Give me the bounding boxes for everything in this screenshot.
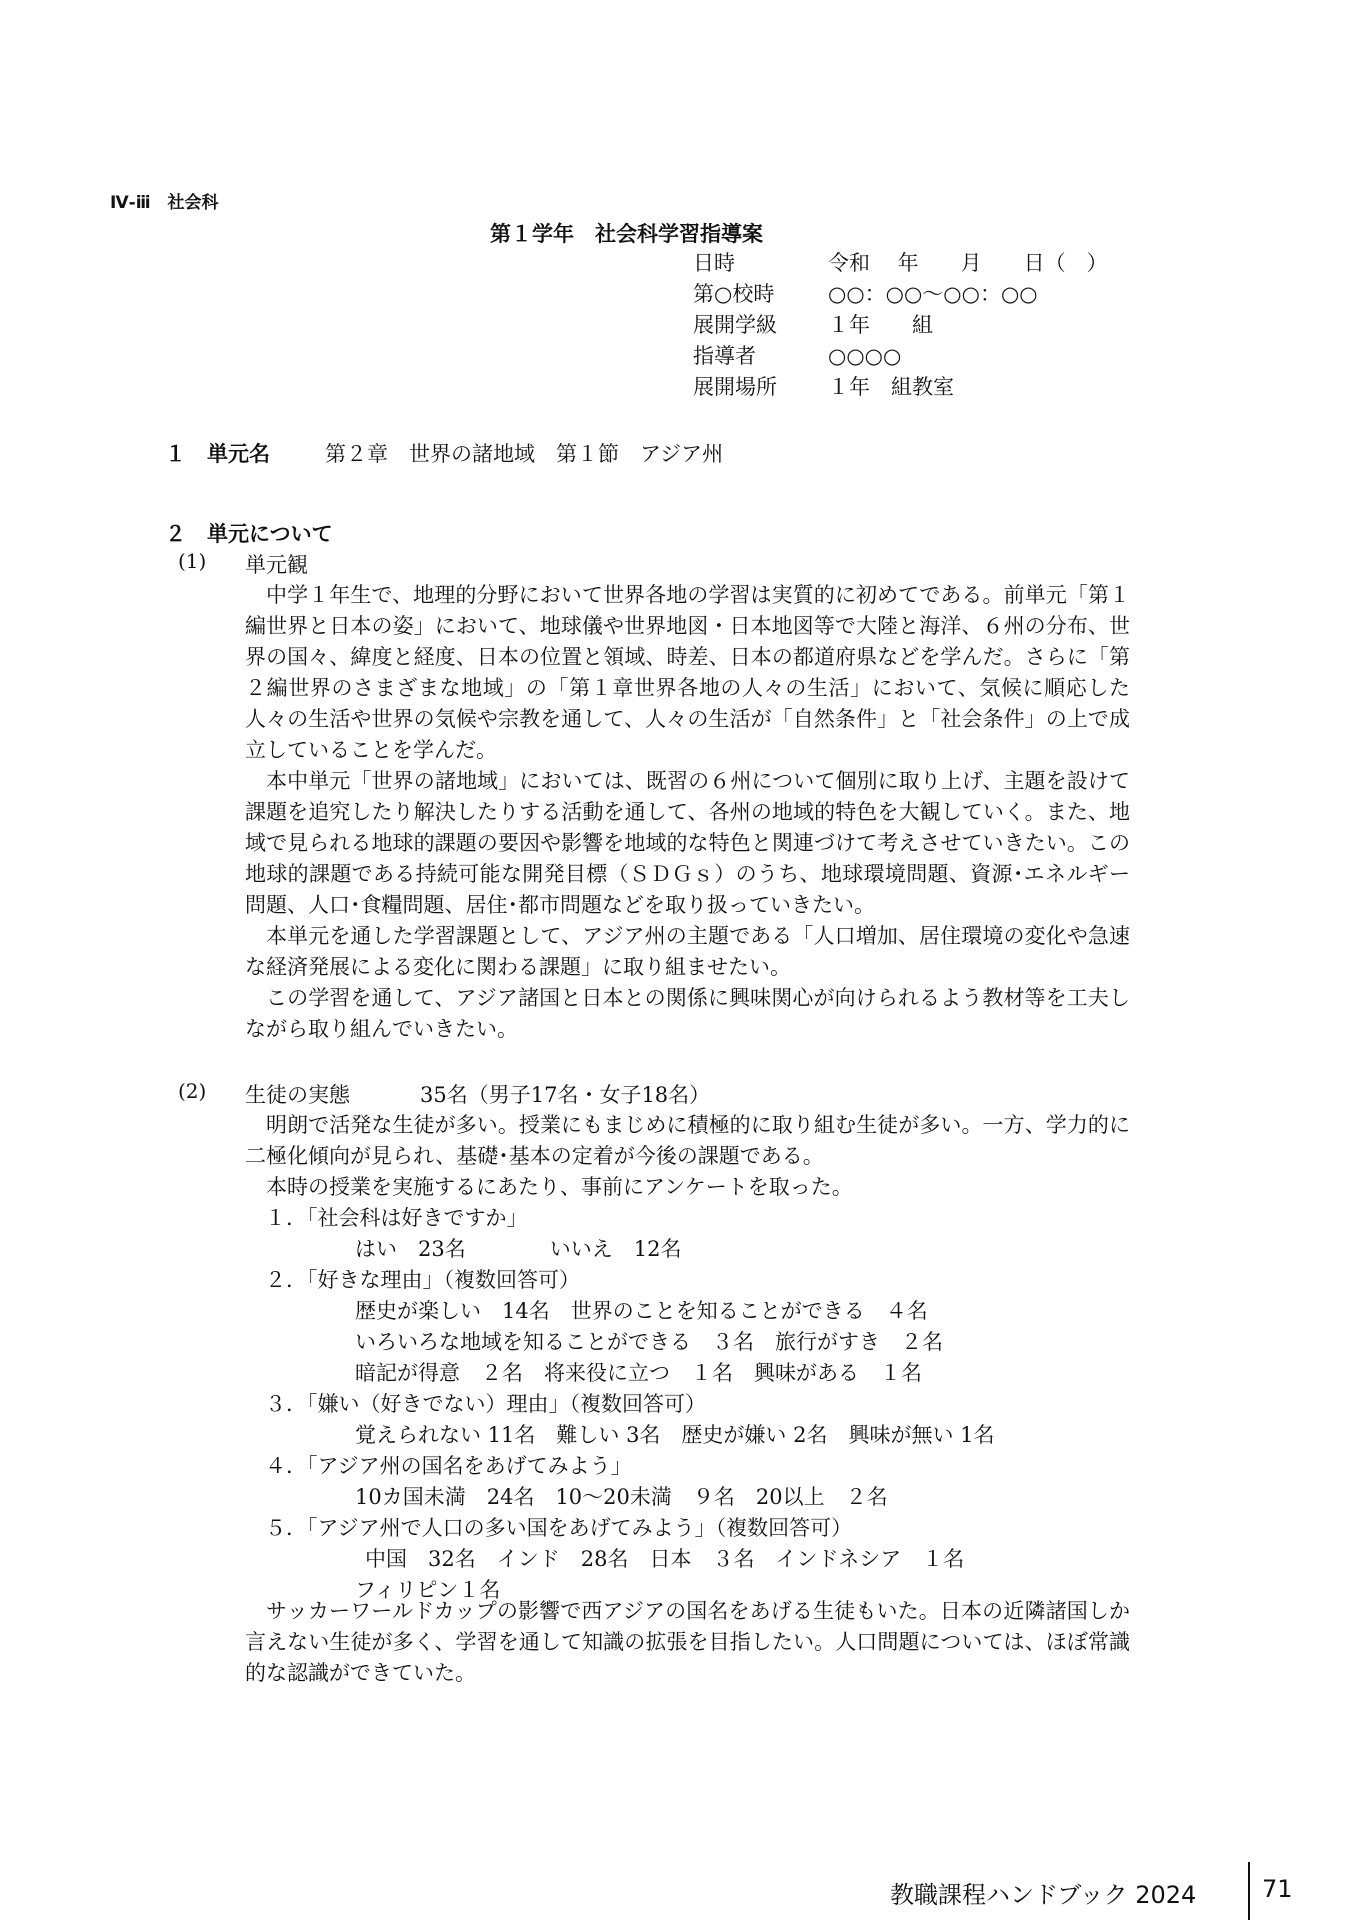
survey-question: ２．「好きな理由」（複数回答可） [265,1268,580,1292]
meta-value: １年 組 [828,313,933,337]
survey-question: ５．「アジア州で人口の多い国をあげてみよう」（複数回答可） [265,1516,853,1540]
survey-answer: 覚えられない 11名 難しい 3名 歴史が嫌い 2名 興味が無い 1名 [355,1423,995,1447]
sub2-label: 生徒の実態 [245,1083,350,1107]
paragraph: この学習を通して、アジア諸国と日本との関係に興味関心が向けられるよう教材等を工夫しながら取り組んでいきたい。 [245,986,1130,1041]
survey-answer: 中国 32名 インド 28名 日本 ３名 インドネシア １名 [365,1547,965,1571]
meta-key: 指導者 [693,344,756,368]
meta-row-teacher [693,341,1113,372]
meta-value: １年 組教室 [828,375,954,399]
paragraph: 明朗で活発な生徒が多い。授業にもまじめに積極的に取り組む生徒が多い。一方、学力的に二極化傾向が見られ、基礎･基本の定着が今後の課題である。 [245,1113,1130,1168]
meta-key: 第○校時 [693,282,775,306]
sub2-number: (2) [178,1079,207,1103]
footer-book-title: 教職課程ハンドブック 2024 [890,1881,1197,1909]
footer-divider [1248,1862,1250,1920]
paragraph: 本単元を通した学習課題として、アジア州の主題である「人口増加、居住環境の変化や急速な経済発展による変化に関わる課題」に取り組ませたい。 [245,924,1130,979]
students-body [245,1110,1130,1606]
section1-heading: １ 単元名 [165,442,270,466]
meta-row-period [693,279,1113,310]
meta-value: ○○○○ [828,344,902,368]
page-number: 71 [1262,1875,1293,1903]
meta-row-date [693,248,1113,279]
document-title: 第１学年 社会科学習指導案 [490,222,763,246]
paragraph: 中学１年生で、地理的分野において世界各地の学習は実質的に初めてである。前単元「第１編世界と日本の姿」において、地球儀や世界地図・日本地図等で大陸と海洋、６州の分布、世界の国々、緯度と経度、日本の位置と領域、時差、日本の都道府県などを学んだ。さらに「第２編世界のさまざまな地域」の「第１章世界各地の人々の生活」において、気候に順応した人々の生活や世界の気候や宗教を通して、人々の生活が「自然条件」と「社会条件」の上で成立していることを学んだ。 [245,583,1130,762]
paragraph: サッカーワールドカップの影響で西アジアの国名をあげる生徒もいた。日本の近隣諸国しか言えない生徒が多く、学習を通して知識の拡張を目指したい。人口問題については、ほぼ常識的な認識ができていた。 [245,1599,1130,1685]
sub1-label: 単元観 [245,553,308,577]
unit-view-body [245,580,1130,1045]
survey-answer: 暗記が得意 ２名 将来役に立つ １名 興味がある １名 [355,1361,922,1385]
paragraph: 本中単元「世界の諸地域」においては、既習の６州について個別に取り上げ、主題を設けて課題を追究したり解決したりする活動を通して、各州の地域的特色を大観していく。また、地域で見られる地球的課題の要因や影響を地域的な特色と関連づけて考えさせていきたい。この地球的課題である持続可能な開発目標（ＳＤＧｓ）のうち、地球環境問題、資源･エネルギー問題、人口･食糧問題、居住･都市問題などを取り扱っていきたい。 [245,769,1130,917]
survey-answer: いろいろな地域を知ることができる ３名 旅行がすき ２名 [355,1330,943,1354]
survey-question: ４．「アジア州の国名をあげてみよう」 [265,1454,632,1478]
meta-key: 展開学級 [693,313,777,337]
meta-key: 日時 [693,251,735,275]
meta-value: 令和 年 月 日（ ） [828,251,1108,275]
closing-body [245,1596,1130,1689]
survey-question: ３．「嫌い（好きでない）理由」（複数回答可） [265,1392,706,1416]
survey-answer: 歴史が楽しい 14名 世界のことを知ることができる ４名 [355,1299,928,1323]
survey-answer: フィリピン１名 [355,1578,501,1602]
meta-value: ○○：○○～○○：○○ [828,282,1038,306]
survey-question: １．「社会科は好きですか」 [265,1206,528,1230]
student-count: 35名（男子17名・女子18名） [420,1083,711,1107]
lesson-meta [693,248,1113,403]
meta-key: 展開場所 [693,375,777,399]
chapter-label: Ⅳ-ⅲ 社会科 [110,193,219,213]
section1-unit-name: 第２章 世界の諸地域 第１節 アジア州 [325,442,724,466]
meta-row-place [693,372,1113,403]
survey-answer: 10カ国未満 24名 10～20未満 ９名 20以上 ２名 [355,1485,888,1509]
sub1-number: (1) [178,549,207,573]
paragraph: 本時の授業を実施するにあたり、事前にアンケートを取った。 [266,1175,853,1199]
survey-answer: はい 23名 いいえ 12名 [355,1237,682,1261]
meta-row-class [693,310,1113,341]
section2-heading: ２ 単元について [165,522,333,546]
